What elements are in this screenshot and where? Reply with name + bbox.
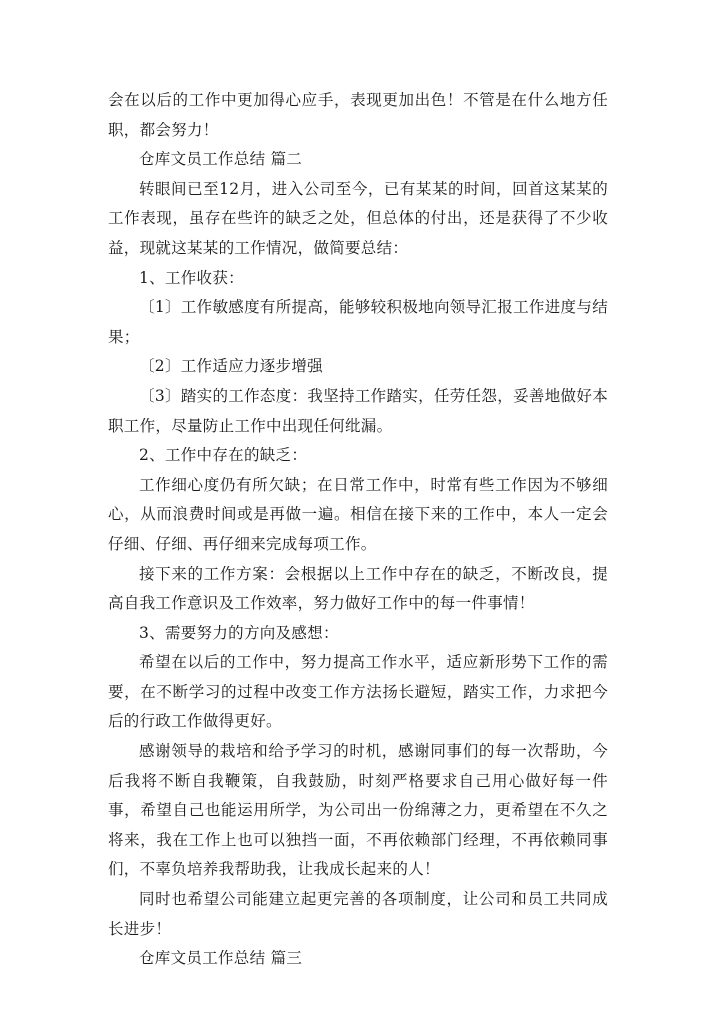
- list-item-gain-3: 〔3〕踏实的工作态度：我坚持工作踏实，任劳任怨，妥善地做好本职工作，尽量防止工作中出现任何纰漏。: [108, 386, 608, 435]
- list-item-gain-1: 〔1〕工作敏感度有所提高，能够较积极地向领导汇报工作进度与结果；: [108, 298, 608, 346]
- document-body: [108, 86, 608, 974]
- paragraph-company-hope: 同时也希望公司能建立起更完善的各项制度，让公司和员工共同成长进步！: [108, 890, 608, 938]
- paragraph-continuation: 会在以后的工作中更加得心应手，表现更加出色！不管是在什么地方任职，都会努力！: [108, 91, 608, 139]
- list-item-gain-2: 〔2〕工作适应力逐步增强: [139, 357, 323, 376]
- heading-work-gains: 1、工作收获：: [139, 268, 244, 287]
- heading-direction: 3、需要努力的方向及感想：: [139, 623, 339, 642]
- section-heading-part-three: 仓库文员工作总结 篇三: [139, 949, 303, 968]
- heading-shortcomings: 2、工作中存在的缺乏：: [139, 446, 308, 465]
- paragraph-thanks: 感谢领导的栽培和给予学习的时机，感谢同事们的每一次帮助，今后我将不断自我鞭策，自我鼓励，时刻严格要求自己用心做好每一件事，希望自己也能运用所学，为公司出一份绵薄之力，更希望在不久之将来，我在工作上也可以独挡一面，不再依赖部门经理，不再依赖同事们，不辜负培养我帮助我，让我成长起来的人！: [108, 742, 608, 879]
- paragraph-intro: 转眼间已至12月，进入公司至今，已有某某的时间，回首这某某的工作表现，虽存在些许的缺乏之处，但总体的付出，还是获得了不少收益，现就这某某的工作情况，做简要总结：: [108, 179, 608, 257]
- paragraph-next-plan: 接下来的工作方案：会根据以上工作中存在的缺乏，不断改良，提高自我工作意识及工作效率，努力做好工作中的每一件事情！: [108, 564, 608, 613]
- section-heading-part-two: 仓库文员工作总结 篇二: [139, 150, 303, 169]
- paragraph-hope: 希望在以后的工作中，努力提高工作水平，适应新形势下工作的需要，在不断学习的过程中改变工作方法扬长避短，踏实工作，力求把今后的行政工作做得更好。: [108, 653, 608, 731]
- paragraph-shortcomings: 工作细心度仍有所欠缺；在日常工作中，时常有些工作因为不够细心，从而浪费时间或是再做一遍。相信在接下来的工作中，本人一定会仔细、仔细、再仔细来完成每项工作。: [108, 475, 608, 553]
